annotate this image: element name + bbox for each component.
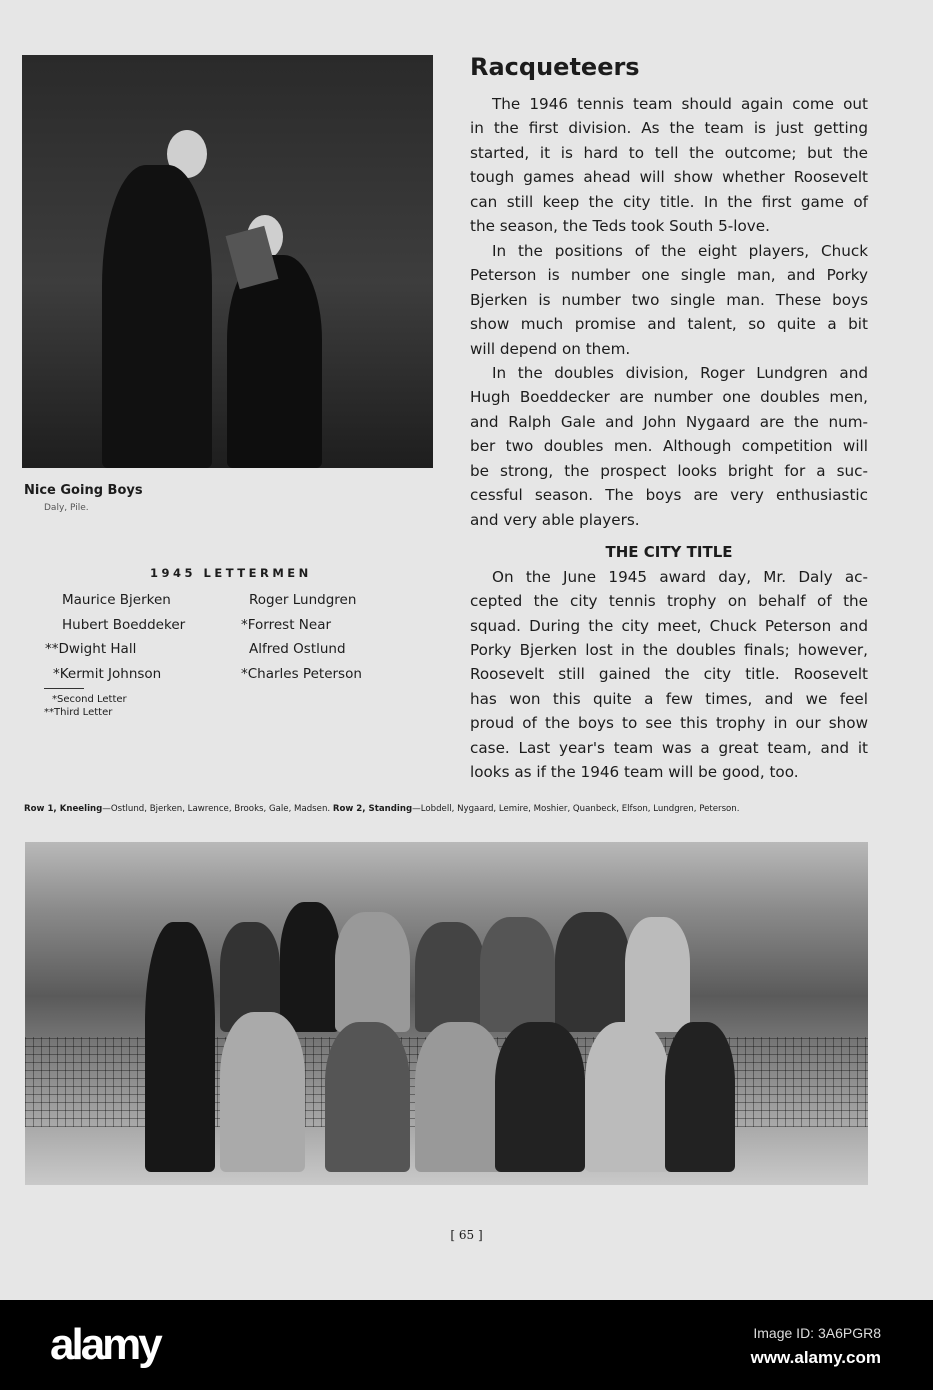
lettermen-heading: 1945 LETTERMEN: [150, 566, 312, 580]
letterman: Alfred Ostlund: [249, 641, 346, 657]
article-line: the season, the Teds took South 5-love.: [470, 217, 770, 236]
article-line: squad. During the city meet, Chuck Peterson and: [470, 616, 868, 635]
article-line: cessful season. The boys are very enthusiastic: [470, 486, 868, 505]
article-title: Racqueteers: [470, 53, 640, 81]
article-line: be strong, the prospect looks bright for a suc-: [470, 461, 868, 480]
lettermen-right-column: [241, 588, 362, 686]
photo-caption-title: Nice Going Boys: [24, 483, 143, 498]
article-line: Porky Bjerken lost in the doubles finals; however,: [470, 640, 868, 659]
trophy-presentation-photo: [22, 55, 433, 468]
article-line: case. Last year's team was a great team, and it: [470, 738, 868, 757]
footnote-divider: [44, 688, 84, 689]
team-photo-caption: [24, 804, 904, 814]
row1-label: Row 1, Kneeling: [24, 804, 103, 814]
lettermen-footnotes: [44, 693, 127, 719]
photo-caption-names: Daly, Pile.: [44, 503, 89, 513]
row2-label: Row 2, Standing: [332, 804, 413, 814]
article-line: and very able players.: [470, 510, 640, 529]
article-line: has won this quite a few times, and we feel: [470, 689, 868, 708]
row1-names: —Ostlund, Bjerken, Lawrence, Brooks, Gale, Madsen.: [102, 804, 333, 814]
letterman: *Charles Peterson: [241, 665, 362, 682]
alamy-url: www.alamy.com: [750, 1348, 881, 1367]
letterman: Hubert Boeddeker: [62, 616, 186, 633]
article-subheading: THE CITY TITLE: [605, 543, 733, 562]
letterman: *Kermit Johnson: [53, 665, 162, 682]
letterman: **Dwight Hall: [45, 641, 137, 657]
page-number: [ 65 ]: [450, 1228, 483, 1242]
row2-names: —Lobdell, Nygaard, Lemire, Moshier, Quanbeck, Elfson, Lundgren, Peterson.: [412, 804, 740, 814]
article-line: started, it is hard to tell the outcome; but the: [470, 143, 868, 162]
tennis-team-photo: [25, 842, 868, 1185]
article-line: The 1946 tennis team should again come out: [492, 95, 868, 113]
article-line: cepted the city tennis trophy on behalf of the: [470, 592, 868, 611]
article-line: show much promise and talent, so quite a bit: [470, 315, 868, 334]
article-line: In the positions of the eight players, Chuck: [492, 241, 868, 260]
article-line: ber two doubles men. Although competition will: [470, 437, 868, 456]
footnote: *Second Letter: [52, 694, 127, 705]
article-line: and Ralph Gale and John Nygaard are the num-: [470, 412, 868, 431]
article-line: tough games ahead will show whether Roosevelt: [470, 168, 868, 187]
article-line: In the doubles division, Roger Lundgren and: [492, 363, 868, 382]
article-line: looks as if the 1946 team will be good, too.: [470, 763, 799, 782]
article-line: Bjerken is number two single man. These boys: [470, 290, 868, 309]
article-line: Roosevelt still gained the city title. Roosevelt: [470, 665, 868, 684]
letterman: Maurice Bjerken: [62, 592, 171, 608]
image-id: Image ID: 3A6PGR8: [753, 1325, 881, 1341]
letterman: *Forrest Near: [241, 616, 332, 633]
article-line: proud of the boys to see this trophy in our show: [470, 714, 868, 733]
lettermen-left-column: [45, 588, 185, 686]
watermark-footer: [0, 1300, 933, 1390]
article-line: will depend on them.: [470, 339, 631, 358]
article-line: On the June 1945 award day, Mr. Daly ac-: [492, 567, 868, 586]
alamy-logo: alamy: [50, 1320, 160, 1369]
article-line: Hugh Boeddecker are number one doubles men,: [470, 388, 868, 407]
article-line: Peterson is number one single man, and Porky: [470, 266, 868, 285]
letterman: Roger Lundgren: [249, 592, 357, 608]
article-line: can still keep the city title. In the first game of: [470, 192, 868, 211]
article-line: in the first division. As the team is just getting: [470, 119, 868, 138]
article-body: [470, 92, 868, 785]
footnote: **Third Letter: [44, 707, 113, 718]
